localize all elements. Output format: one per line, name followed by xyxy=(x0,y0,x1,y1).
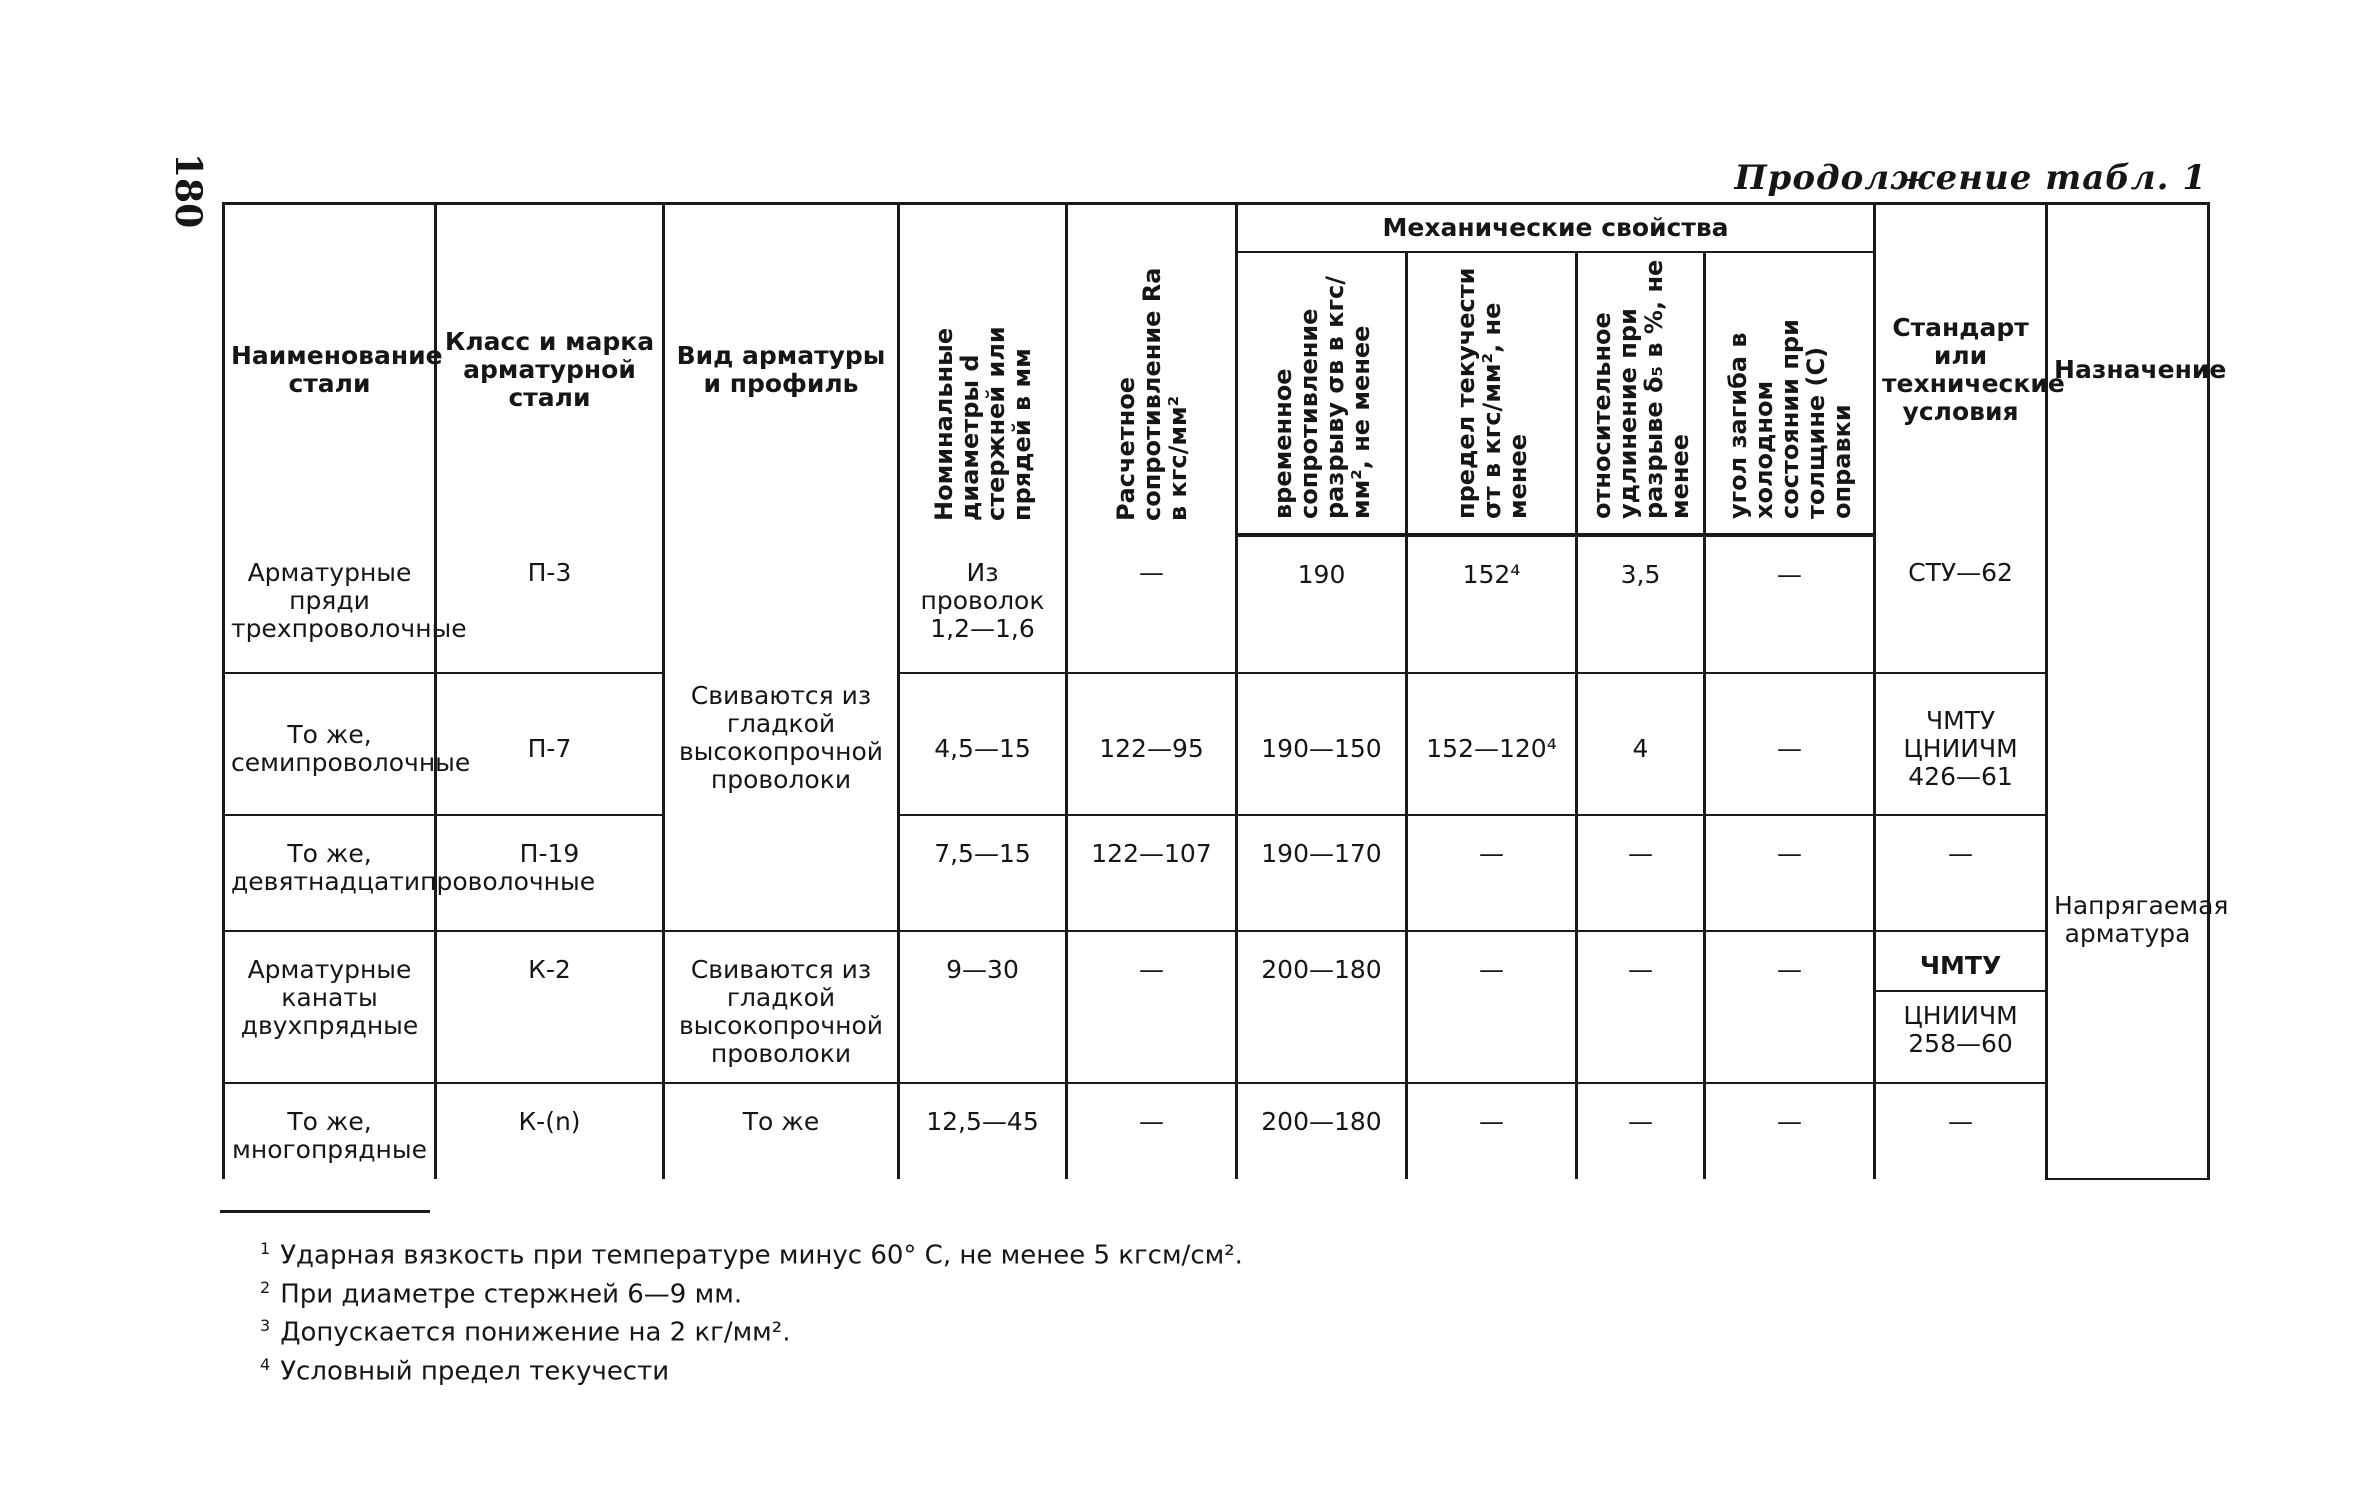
cell-steel-class: П-7 xyxy=(436,673,664,815)
cell-steel-name: Арматурные пряди трехпроволочные xyxy=(224,535,436,673)
table-row xyxy=(224,931,2209,1083)
cell-bend: — xyxy=(1705,1083,1875,1179)
footnotes xyxy=(220,1210,1620,1388)
footnote xyxy=(220,1349,1620,1388)
header-nominal-diameter-text: Номинальные диаметры d стержней или прядей в мм xyxy=(929,326,1036,521)
table-row xyxy=(224,815,2209,931)
footnote-rule xyxy=(220,1210,430,1213)
footnote-mark: 2 xyxy=(260,1277,271,1297)
cell-standard-top: ЧМТУ xyxy=(1876,932,2045,992)
cell-yield: — xyxy=(1407,815,1577,931)
footnote-text: Допускается понижение на 2 кг/мм². xyxy=(280,1317,791,1348)
cell-elongation: — xyxy=(1577,815,1705,931)
footnote-mark: 3 xyxy=(260,1316,271,1336)
cell-standard-bottom: ЦНИИЧМ 258—60 xyxy=(1903,1001,2018,1058)
cell-bend: — xyxy=(1705,535,1875,673)
cell-tensile: 190—150 xyxy=(1237,673,1407,815)
cell-yield: 152⁴ xyxy=(1407,535,1577,673)
page-number: 180 xyxy=(167,153,209,229)
footnote xyxy=(220,1233,1620,1272)
cell-resistance: — xyxy=(1067,1083,1237,1179)
cell-rebar-type: Свиваются из гладкой высокопрочной проволоки xyxy=(664,931,899,1083)
footnote-text: Ударная вязкость при температуре минус 60° С, не менее 5 кгсм/см². xyxy=(280,1240,1243,1271)
cell-rebar-type: То же xyxy=(664,1083,899,1179)
cell-standard xyxy=(1875,931,2047,1083)
header-elongation xyxy=(1577,252,1705,535)
cell-standard: — xyxy=(1875,1083,2047,1179)
table-row xyxy=(224,1083,2209,1179)
footnote-mark: 1 xyxy=(260,1239,271,1258)
cell-diameter: Из проволок 1,2—1,6 xyxy=(899,535,1067,673)
footnote-text: Условный предел текучести xyxy=(280,1356,670,1387)
cell-elongation: 3,5 xyxy=(1577,535,1705,673)
table-row xyxy=(224,673,2209,815)
header-bend-angle xyxy=(1705,252,1875,535)
cell-yield: — xyxy=(1407,1083,1577,1179)
cell-rebar-type: Свиваются из гладкой высокопрочной проволоки xyxy=(664,535,899,931)
cell-tensile: 190 xyxy=(1237,535,1407,673)
header-rebar-type: Вид арматуры и профиль xyxy=(664,204,899,536)
cell-steel-class: П-3 xyxy=(436,535,664,673)
header-tensile-strength xyxy=(1237,252,1407,535)
header-purpose: Назначение xyxy=(2047,204,2209,536)
cell-resistance: 122—95 xyxy=(1067,673,1237,815)
cell-resistance: 122—107 xyxy=(1067,815,1237,931)
cell-diameter: 9—30 xyxy=(899,931,1067,1083)
footnote xyxy=(220,1272,1620,1311)
header-yield-point-text: предел текучести σт в кгс/мм², не менее xyxy=(1451,267,1532,519)
cell-diameter: 7,5—15 xyxy=(899,815,1067,931)
header-nominal-diameter xyxy=(899,204,1067,536)
cell-bend: — xyxy=(1705,673,1875,815)
footnote xyxy=(220,1310,1620,1349)
header-steel-class: Класс и марка арматурной стали xyxy=(436,204,664,536)
cell-standard: — xyxy=(1875,815,2047,931)
table-row xyxy=(224,535,2209,673)
header-design-resistance xyxy=(1067,204,1237,536)
header-steel-name: Наименование стали xyxy=(224,204,436,536)
cell-elongation: 4 xyxy=(1577,673,1705,815)
header-standard: Стандарт или технические условия xyxy=(1875,204,2047,536)
cell-yield: 152—120⁴ xyxy=(1407,673,1577,815)
cell-steel-class: К-(n) xyxy=(436,1083,664,1179)
cell-tensile: 190—170 xyxy=(1237,815,1407,931)
footnote-text: При диаметре стержней 6—9 мм. xyxy=(280,1279,743,1310)
cell-tensile: 200—180 xyxy=(1237,931,1407,1083)
cell-steel-name: Арматурные канаты двухпрядные xyxy=(224,931,436,1083)
cell-steel-class: П-19 xyxy=(436,815,664,931)
cell-elongation: — xyxy=(1577,1083,1705,1179)
cell-bend: — xyxy=(1705,931,1875,1083)
header-design-resistance-text: Расчетное сопротивление Rа в кгс/мм² xyxy=(1111,267,1192,521)
cell-resistance: — xyxy=(1067,931,1237,1083)
cell-diameter: 12,5—45 xyxy=(899,1083,1067,1179)
cell-elongation: — xyxy=(1577,931,1705,1083)
cell-standard: СТУ—62 xyxy=(1875,535,2047,673)
header-tensile-strength-text: временное сопротивление разрыву σв в кгс/мм², не менее xyxy=(1268,276,1375,519)
header-yield-point xyxy=(1407,252,1577,535)
table-container xyxy=(222,202,2229,1180)
cell-steel-name: То же, девятнадцатипроволочные xyxy=(224,815,436,931)
continuation-title: Продолжение табл. 1 xyxy=(1734,158,2207,198)
cell-standard: ЧМТУ ЦНИИЧМ 426—61 xyxy=(1875,673,2047,815)
cell-steel-class: К-2 xyxy=(436,931,664,1083)
cell-yield: — xyxy=(1407,931,1577,1083)
cell-bend: — xyxy=(1705,815,1875,931)
steel-spec-table xyxy=(222,202,2229,1180)
cell-tensile: 200—180 xyxy=(1237,1083,1407,1179)
cell-steel-name: То же, многопрядные xyxy=(224,1083,436,1179)
cell-resistance: — xyxy=(1067,535,1237,673)
cell-diameter: 4,5—15 xyxy=(899,673,1067,815)
cell-steel-name: То же, семипроволочные xyxy=(224,673,436,815)
header-mechanical-properties: Механические свойства xyxy=(1237,204,1875,253)
header-bend-angle-text: угол загиба в холодном состоянии при толщине (C) оправки xyxy=(1723,319,1856,519)
header-elongation-text: относительное удлинение при разрыве δ₅ в %, не менее xyxy=(1587,259,1694,519)
cell-purpose: Напрягаемая арматура xyxy=(2047,535,2209,1179)
footnote-mark: 4 xyxy=(260,1354,271,1374)
